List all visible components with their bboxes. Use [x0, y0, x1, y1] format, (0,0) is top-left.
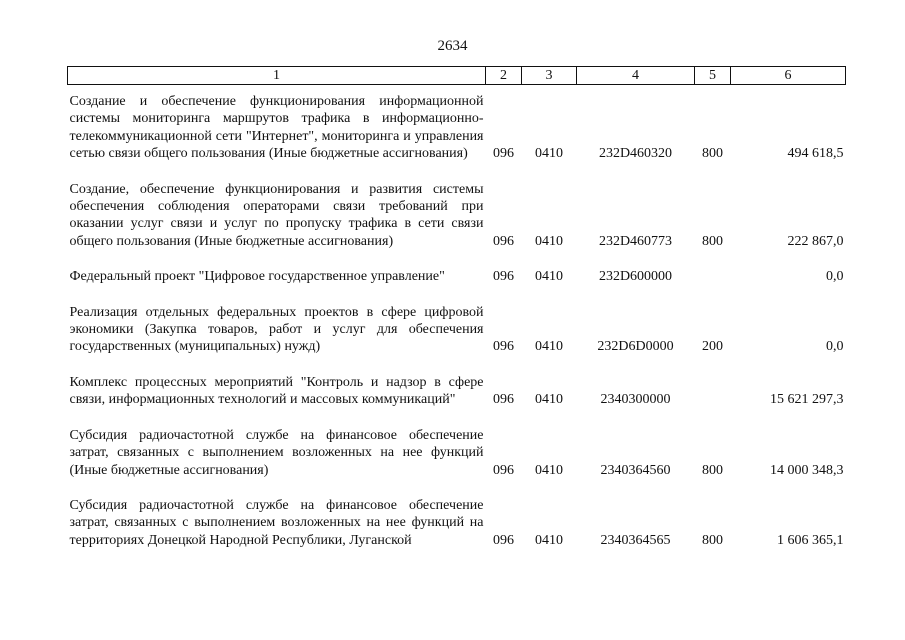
page-number: 2634: [437, 38, 468, 54]
row-section-cell: 0410: [535, 532, 563, 548]
header-col-6: 6: [731, 67, 846, 85]
table-row: [68, 427, 846, 479]
row-spacer-cell: [68, 409, 846, 427]
header-col-4: 4: [577, 67, 695, 85]
row-expense-type-cell: 800: [702, 532, 723, 548]
row-name-cell: Создание, обеспечение функционирования и развития системы обеспечения соблюдения операторами связи требований при оказании услуг связи и услуг по пропуску трафика в сети связи общего пользования (Иные бюджетные ассигнования): [69, 181, 484, 249]
header-col-3: 3: [522, 67, 577, 85]
table-row: [68, 374, 846, 409]
header-col-5: 5: [695, 67, 731, 85]
row-amount-cell: 15 621 297,3: [770, 392, 844, 408]
row-target-cell: 232D6D0000: [597, 339, 674, 355]
table-row: [68, 497, 846, 549]
row-spacer: [68, 250, 846, 268]
table-header: [68, 67, 846, 85]
table-row: [68, 304, 846, 356]
row-spacer-cell: [68, 250, 846, 268]
table-row: [68, 93, 846, 163]
row-spacer: [68, 85, 846, 94]
row-ministry-cell: 096: [493, 462, 514, 478]
row-name-cell: Федеральный проект "Цифровое государственное управление": [69, 269, 445, 285]
row-spacer-cell: [68, 286, 846, 304]
row-amount-cell: 14 000 348,3: [770, 462, 844, 478]
row-expense-type-cell: [695, 268, 731, 285]
row-target-cell: 232D460320: [598, 146, 673, 162]
row-target-cell: 2340364565: [600, 532, 671, 548]
row-section-cell: 0410: [535, 462, 563, 478]
row-spacer: [68, 356, 846, 374]
row-spacer-cell: [68, 479, 846, 497]
row-expense-type-cell: 800: [702, 233, 723, 249]
row-ministry-cell: 096: [493, 339, 514, 355]
header-col-1: 1: [68, 67, 486, 85]
table-row: [68, 181, 846, 251]
row-section-cell: 0410: [535, 269, 563, 285]
table-body: [68, 85, 846, 550]
table-row: [68, 268, 846, 285]
row-target-cell: 2340364560: [600, 462, 671, 478]
row-target-cell: 2340300000: [600, 392, 671, 408]
row-amount-cell: 1 606 365,1: [777, 532, 844, 548]
row-expense-type-cell: 800: [702, 146, 723, 162]
row-ministry-cell: 096: [493, 532, 514, 548]
row-section-cell: 0410: [535, 339, 563, 355]
row-amount-cell: 0,0: [826, 339, 844, 355]
row-name-cell: Реализация отдельных федеральных проектов в сфере цифровой экономики (Закупка товаров, работ и услуг для обеспечения государственных (муниципальных) нужд): [69, 304, 484, 355]
row-section-cell: 0410: [535, 392, 563, 408]
row-amount-cell: 222 867,0: [787, 233, 844, 249]
row-target-cell: 232D460773: [598, 233, 673, 249]
row-ministry-cell: 096: [493, 392, 514, 408]
row-name-cell: Субсидия радиочастотной службе на финансовое обеспечение затрат, связанных с выполнением возложенных на нее функций (Иные бюджетные ассигнования): [69, 427, 484, 478]
budget-table: [67, 66, 846, 549]
row-spacer: [68, 163, 846, 181]
row-amount-cell: 0,0: [826, 269, 844, 285]
row-spacer-cell: [68, 356, 846, 374]
row-spacer: [68, 286, 846, 304]
row-ministry-cell: 096: [493, 146, 514, 162]
header-col-2: 2: [486, 67, 522, 85]
row-expense-type-cell: 800: [702, 462, 723, 478]
row-amount-cell: 494 618,5: [787, 146, 844, 162]
row-name-cell: Комплекс процессных мероприятий "Контроль и надзор в сфере связи, информационных технологий и массовых коммуникаций": [69, 374, 484, 408]
row-spacer-cell: [68, 85, 846, 94]
row-name-cell: Создание и обеспечение функционирования информационной системы мониторинга маршрутов трафика в информационно-телекоммуникационной сети "Интернет", мониторинга и управления сетью связи общего пользования (Иные бюджетные ассигнования): [69, 94, 484, 162]
row-section-cell: 0410: [535, 233, 563, 249]
row-ministry-cell: 096: [493, 233, 514, 249]
row-spacer: [68, 409, 846, 427]
row-spacer-cell: [68, 163, 846, 181]
header-row: [68, 67, 846, 85]
row-name-cell: Субсидия радиочастотной службе на финансовое обеспечение затрат, связанных с выполнением возложенных на нее функций на территориях Донецкой Народной Республики, Луганской: [69, 497, 484, 548]
row-section-cell: 0410: [535, 146, 563, 162]
row-spacer: [68, 479, 846, 497]
row-target-cell: 232D600000: [598, 269, 673, 285]
row-ministry-cell: 096: [493, 269, 514, 285]
row-expense-type-cell: 200: [702, 339, 723, 355]
row-expense-type-cell: [695, 374, 731, 409]
